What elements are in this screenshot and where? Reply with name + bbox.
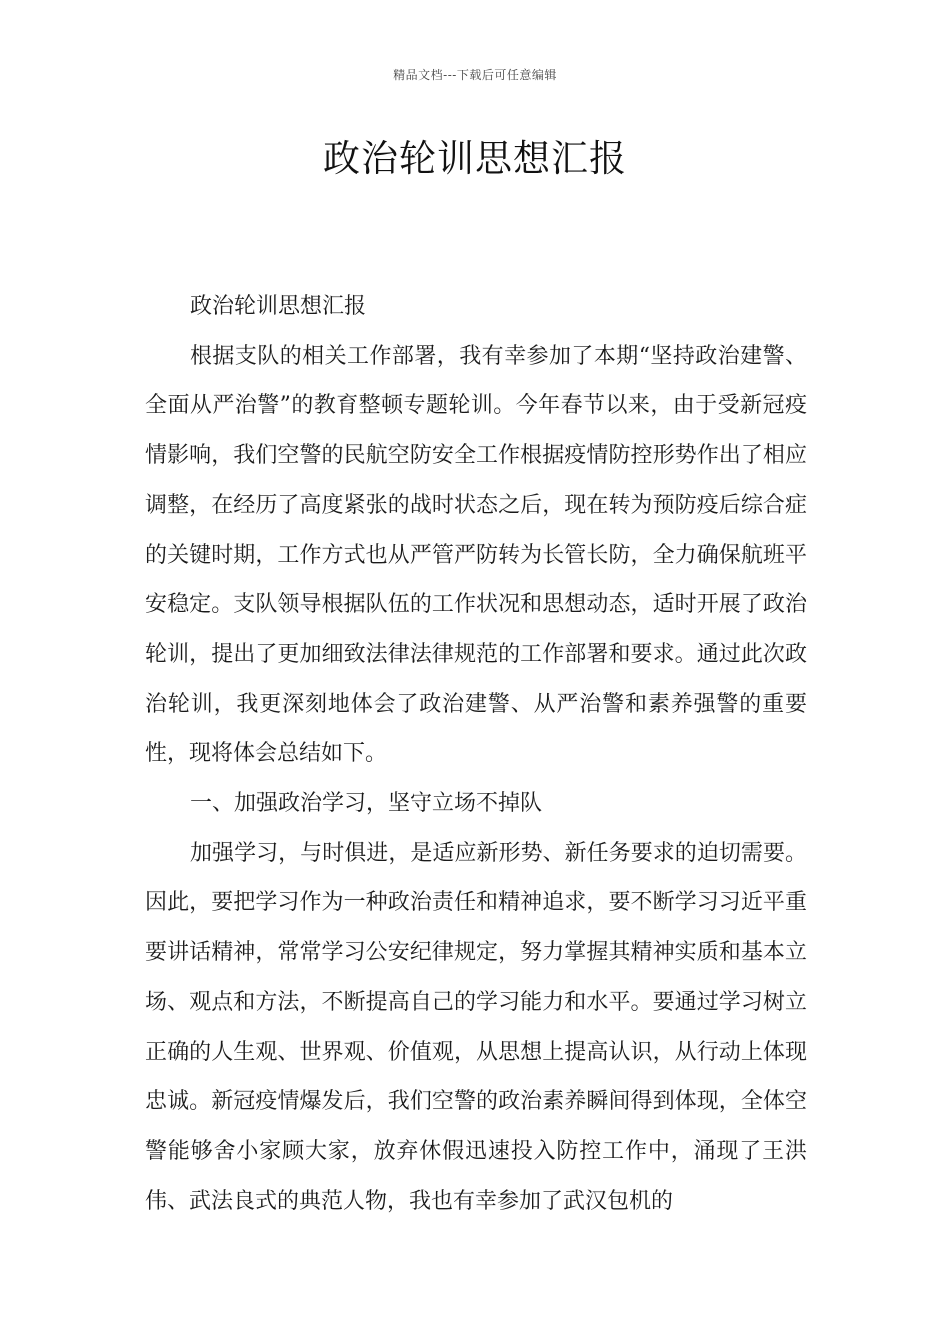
paragraph-subtitle: 政治轮训思想汇报 xyxy=(190,294,367,319)
document-title: 政治轮训思想汇报 xyxy=(323,137,627,180)
paragraph-intro: 根据支队的相关工作部署，我有幸参加了本期“坚持政治建警、全面从严治警”的教育整顿专题轮训。今年春节以来，由于受新冠疫情影响，我们空警的民航空防安全工作根据疫情防控形势作出了相应调整，在经历了高度紧张的战时状态之后，现在转为预防疫后综合症的关键时期，工作方式也从严管严防转为长管长防，全力确保航班平安稳定。支队领导根据队伍的工作状况和思想动态，适时开展了政治轮训，提出了更加细致法律法律规范的工作部署和要求。通过此次政治轮训，我更深刻地体会了政治建警、从严治警和素养强警的重要性，现将体会总结如下。 xyxy=(145,343,807,767)
section-heading: 一、加强政治学习，坚守立场不掉队 xyxy=(190,791,543,817)
header-note: 精品文档---下载后可任意编辑 xyxy=(393,68,557,82)
document-body xyxy=(145,282,807,1226)
paragraph-section-body: 加强学习，与时俱进，是适应新形势、新任务要求的迫切需要。因此，要把学习作为一种政治责任和精神追求，要不断学习习近平重要讲话精神，常常学习公安纪律规定，努力掌握其精神实质和基本立场、观点和方法，不断提高自己的学习能力和水平。要通过学习树立正确的人生观、世界观、价值观，从思想上提高认识，从行动上体现忠诚。新冠疫情爆发后，我们空警的政治素养瞬间得到体现，全体空警能够舍小家顾大家，放弃休假迅速投入防控工作中，涌现了王洪伟、武法良式的典范人物，我也有幸参加了武汉包机的 xyxy=(145,840,807,1214)
